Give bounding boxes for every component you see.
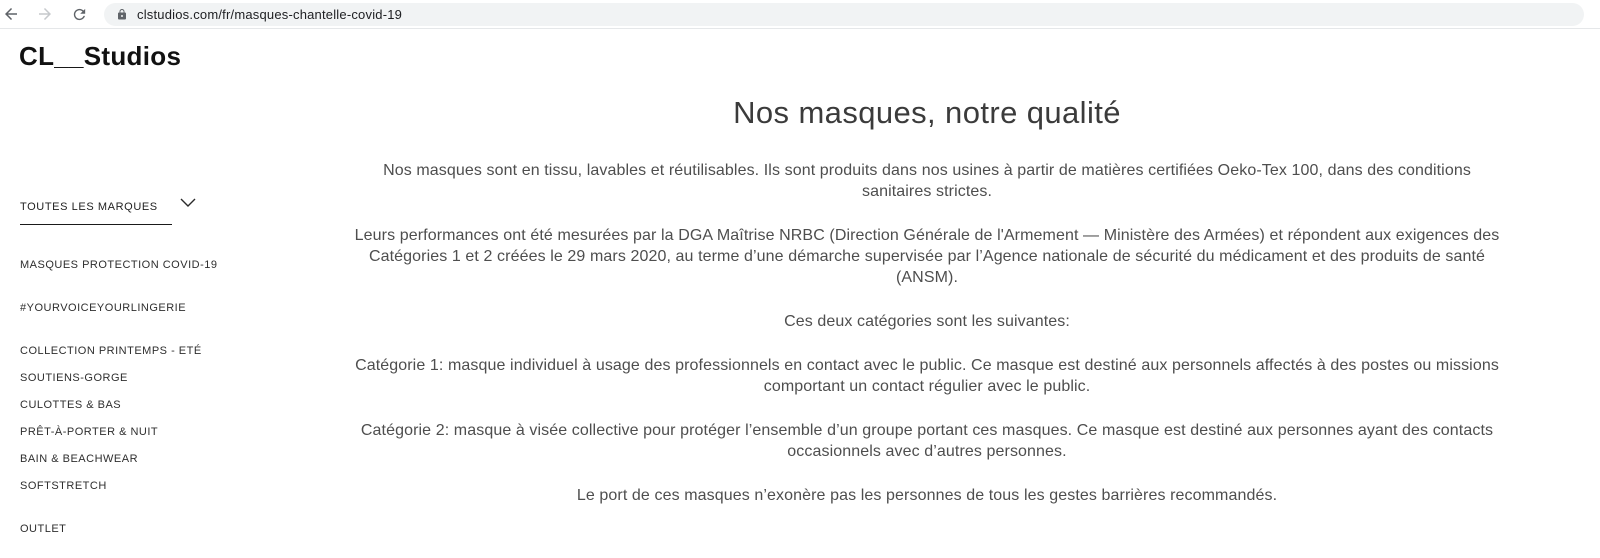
brand-filter-label: TOUTES LES MARQUES xyxy=(20,201,158,213)
address-bar[interactable] xyxy=(104,3,1584,26)
sidebar-item-bain-beachwear[interactable]: BAIN & BEACHWEAR xyxy=(20,453,139,465)
sidebar-item-collection-printemps-ete[interactable]: COLLECTION PRINTEMPS - ETÉ xyxy=(20,345,202,357)
paragraph-gestes-barrieres: Le port de ces masques n’exonère pas les personnes de tous les gestes barrières recommandés. xyxy=(576,487,1278,504)
forward-arrow-icon xyxy=(36,5,54,23)
paragraph-intro: Nos masques sont en tissu, lavables et réutilisables. Ils sont produits dans nos usines à partir de matières certifiées Oeko-Tex 100, dans des conditions sanitaires strictes. xyxy=(383,162,1471,200)
paragraph-categorie-2: Catégorie 2: masque à visée collective pour protéger l’ensemble d’un groupe portant ces masques. Ce masque est destiné aux personnes ayant des contacts occasionnels avec d’autres personnes. xyxy=(360,422,1494,460)
browser-toolbar xyxy=(0,0,1600,29)
browser-forward-button[interactable] xyxy=(32,1,58,27)
sidebar-item-pret-a-porter-nuit[interactable]: PRÊT-À-PORTER & NUIT xyxy=(20,426,159,438)
reload-icon xyxy=(71,6,88,23)
sidebar-item-yourvoiceyourlingerie[interactable]: #YOURVOICEYOURLINGERIE xyxy=(20,302,187,314)
sidebar-item-soutiens-gorge[interactable]: SOUTIENS-GORGE xyxy=(20,372,128,384)
page-title: Nos masques, notre qualité xyxy=(733,95,1121,130)
paragraph-categories: Ces deux catégories sont les suivantes: xyxy=(784,313,1070,330)
back-arrow-icon xyxy=(2,5,20,23)
lock-icon[interactable] xyxy=(116,8,128,21)
sidebar-item-outlet[interactable]: OUTLET xyxy=(20,523,67,535)
sidebar-nav xyxy=(20,197,320,535)
sidebar-item-masques-protection-covid-19[interactable]: MASQUES PROTECTION COVID-19 xyxy=(20,259,218,271)
brand-filter-dropdown[interactable] xyxy=(20,197,172,225)
paragraph-categorie-1: Catégorie 1: masque individuel à usage des professionnels en contact avec le public. Ce masque est destiné aux personnels affectés à des postes ou missions comportant un contact régulier avec le public. xyxy=(355,357,1499,395)
sidebar-item-culottes-bas[interactable]: CULOTTES & BAS xyxy=(20,399,122,411)
site-logo[interactable]: CL__Studios xyxy=(19,41,182,71)
browser-back-button[interactable] xyxy=(0,1,24,27)
browser-reload-button[interactable] xyxy=(66,1,92,27)
sidebar-item-softstretch[interactable]: SOFTSTRETCH xyxy=(20,480,107,492)
main-content xyxy=(348,95,1506,529)
paragraph-performance: Leurs performances ont été mesurées par la DGA Maîtrise NRBC (Direction Générale de l'Armement — Ministère des Armées) et répondent aux exigences des Catégories 1 et 2 créées le 29 mars 2020, au terme d’une démarche supervisée par l’Agence nationale de sécurité du médicament et des produits de santé (ANSM). xyxy=(354,227,1500,286)
chevron-down-icon xyxy=(180,198,196,208)
url-text: clstudios.com/fr/masques-chantelle-covid-19 xyxy=(137,6,403,22)
